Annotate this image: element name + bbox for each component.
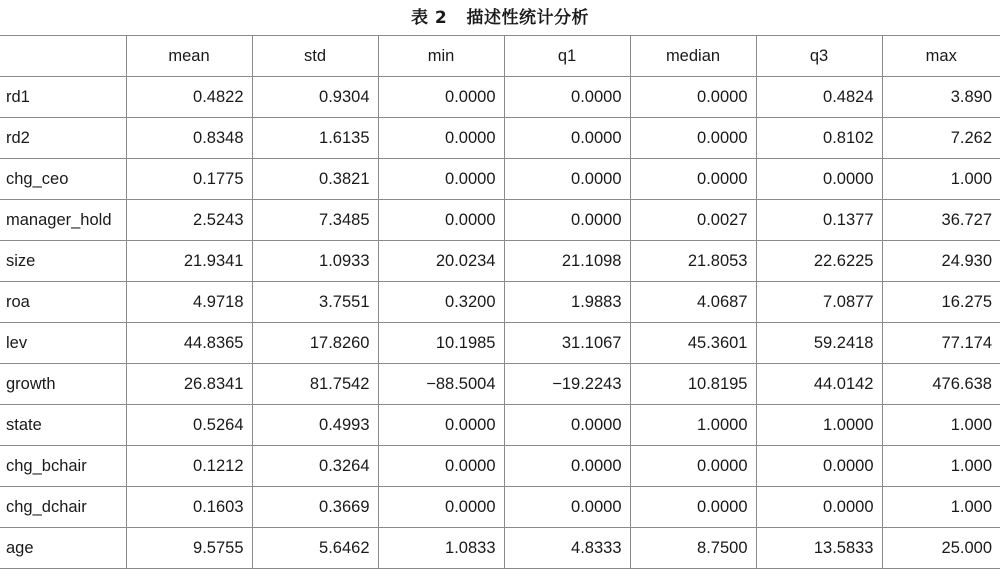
row-label: state <box>0 405 126 446</box>
table-cell: 1.000 <box>882 446 1000 487</box>
header-cell-q1: q1 <box>504 36 630 77</box>
table-cell: 44.8365 <box>126 323 252 364</box>
table-cell: 59.2418 <box>756 323 882 364</box>
table-cell: 24.930 <box>882 241 1000 282</box>
header-cell-max: max <box>882 36 1000 77</box>
row-label: chg_bchair <box>0 446 126 487</box>
table-cell: 0.0000 <box>504 446 630 487</box>
table-cell: 13.5833 <box>756 528 882 569</box>
table-cell: 1.0933 <box>252 241 378 282</box>
table-cell: 0.8102 <box>756 118 882 159</box>
table-cell: 0.0000 <box>630 487 756 528</box>
table-cell: 17.8260 <box>252 323 378 364</box>
table-cell: 0.0000 <box>630 77 756 118</box>
table-row <box>0 241 1000 282</box>
table-header <box>0 36 1000 77</box>
table-cell: 10.8195 <box>630 364 756 405</box>
table-cell: 0.0000 <box>504 118 630 159</box>
table-cell: 25.000 <box>882 528 1000 569</box>
table-cell: 0.1775 <box>126 159 252 200</box>
table-cell: 0.0000 <box>378 118 504 159</box>
table-cell: 36.727 <box>882 200 1000 241</box>
table-cell: 8.7500 <box>630 528 756 569</box>
row-label: lev <box>0 323 126 364</box>
header-cell-median: median <box>630 36 756 77</box>
table-cell: 0.0000 <box>630 446 756 487</box>
row-label: rd1 <box>0 77 126 118</box>
table-cell: 4.0687 <box>630 282 756 323</box>
table-cell: 44.0142 <box>756 364 882 405</box>
table-cell: −88.5004 <box>378 364 504 405</box>
table-cell: 7.262 <box>882 118 1000 159</box>
table-cell: 7.3485 <box>252 200 378 241</box>
table-cell: 0.0000 <box>504 200 630 241</box>
table-cell: 31.1067 <box>504 323 630 364</box>
table-cell: 0.8348 <box>126 118 252 159</box>
row-label: chg_ceo <box>0 159 126 200</box>
row-label: growth <box>0 364 126 405</box>
table-row <box>0 200 1000 241</box>
table-cell: 45.3601 <box>630 323 756 364</box>
table-cell: 0.4824 <box>756 77 882 118</box>
table-row <box>0 323 1000 364</box>
header-cell-corner <box>0 36 126 77</box>
table-cell: 0.0000 <box>756 487 882 528</box>
table-cell: 1.6135 <box>252 118 378 159</box>
table-cell: 0.3200 <box>378 282 504 323</box>
row-label: size <box>0 241 126 282</box>
table-cell: 0.0000 <box>504 405 630 446</box>
table-cell: 0.9304 <box>252 77 378 118</box>
table-cell: 0.0000 <box>378 487 504 528</box>
table-row <box>0 77 1000 118</box>
table-cell: 10.1985 <box>378 323 504 364</box>
table-title: 描述性统计分析 <box>466 8 589 28</box>
table-cell: 1.0000 <box>630 405 756 446</box>
table-cell: 21.8053 <box>630 241 756 282</box>
table-cell: 1.9883 <box>504 282 630 323</box>
table-cell: 21.9341 <box>126 241 252 282</box>
table-cell: 0.0027 <box>630 200 756 241</box>
table-cell: 21.1098 <box>504 241 630 282</box>
table-caption <box>0 6 1000 30</box>
header-cell-std: std <box>252 36 378 77</box>
header-cell-q3: q3 <box>756 36 882 77</box>
table-cell: 20.0234 <box>378 241 504 282</box>
header-cell-mean: mean <box>126 36 252 77</box>
table-cell: 4.9718 <box>126 282 252 323</box>
table-cell: 1.000 <box>882 159 1000 200</box>
table-cell: 4.8333 <box>504 528 630 569</box>
table-cell: 81.7542 <box>252 364 378 405</box>
table-row <box>0 528 1000 569</box>
table-cell: 77.174 <box>882 323 1000 364</box>
table-cell: 1.000 <box>882 405 1000 446</box>
table-cell: 0.0000 <box>504 159 630 200</box>
table-row <box>0 282 1000 323</box>
table-row <box>0 364 1000 405</box>
table-cell: 0.0000 <box>504 487 630 528</box>
table-cell: 9.5755 <box>126 528 252 569</box>
table-cell: 0.0000 <box>378 405 504 446</box>
table-cell: 1.000 <box>882 487 1000 528</box>
table-cell: 26.8341 <box>126 364 252 405</box>
row-label: age <box>0 528 126 569</box>
table-cell: 0.0000 <box>378 77 504 118</box>
table-row <box>0 118 1000 159</box>
table-cell: 0.4822 <box>126 77 252 118</box>
table-cell: 0.0000 <box>504 77 630 118</box>
table-number: 表 2 <box>410 8 448 28</box>
table-cell: 0.0000 <box>630 118 756 159</box>
header-cell-min: min <box>378 36 504 77</box>
table-cell: 0.0000 <box>378 446 504 487</box>
table-cell: 0.0000 <box>378 159 504 200</box>
table-cell: 1.0833 <box>378 528 504 569</box>
header-row <box>0 36 1000 77</box>
row-label: manager_hold <box>0 200 126 241</box>
table-cell: 0.0000 <box>756 159 882 200</box>
table-row <box>0 159 1000 200</box>
table-cell: 476.638 <box>882 364 1000 405</box>
table-cell: 0.3264 <box>252 446 378 487</box>
table-row <box>0 487 1000 528</box>
table-cell: 3.890 <box>882 77 1000 118</box>
table-cell: 0.1212 <box>126 446 252 487</box>
table-cell: 0.1603 <box>126 487 252 528</box>
table-cell: 16.275 <box>882 282 1000 323</box>
row-label: rd2 <box>0 118 126 159</box>
table-cell: 5.6462 <box>252 528 378 569</box>
table-cell: −19.2243 <box>504 364 630 405</box>
table-cell: 2.5243 <box>126 200 252 241</box>
table-cell: 0.3821 <box>252 159 378 200</box>
table-body <box>0 77 1000 569</box>
table-row <box>0 446 1000 487</box>
table-cell: 0.0000 <box>378 200 504 241</box>
table-cell: 0.5264 <box>126 405 252 446</box>
table-cell: 0.1377 <box>756 200 882 241</box>
table-cell: 7.0877 <box>756 282 882 323</box>
table-cell: 0.0000 <box>630 159 756 200</box>
row-label: roa <box>0 282 126 323</box>
table-row <box>0 405 1000 446</box>
table-cell: 3.7551 <box>252 282 378 323</box>
table-cell: 0.3669 <box>252 487 378 528</box>
table-cell: 22.6225 <box>756 241 882 282</box>
table-cell: 0.0000 <box>756 446 882 487</box>
descriptive-stats-table <box>0 35 1000 569</box>
row-label: chg_dchair <box>0 487 126 528</box>
table-cell: 0.4993 <box>252 405 378 446</box>
table-cell: 1.0000 <box>756 405 882 446</box>
